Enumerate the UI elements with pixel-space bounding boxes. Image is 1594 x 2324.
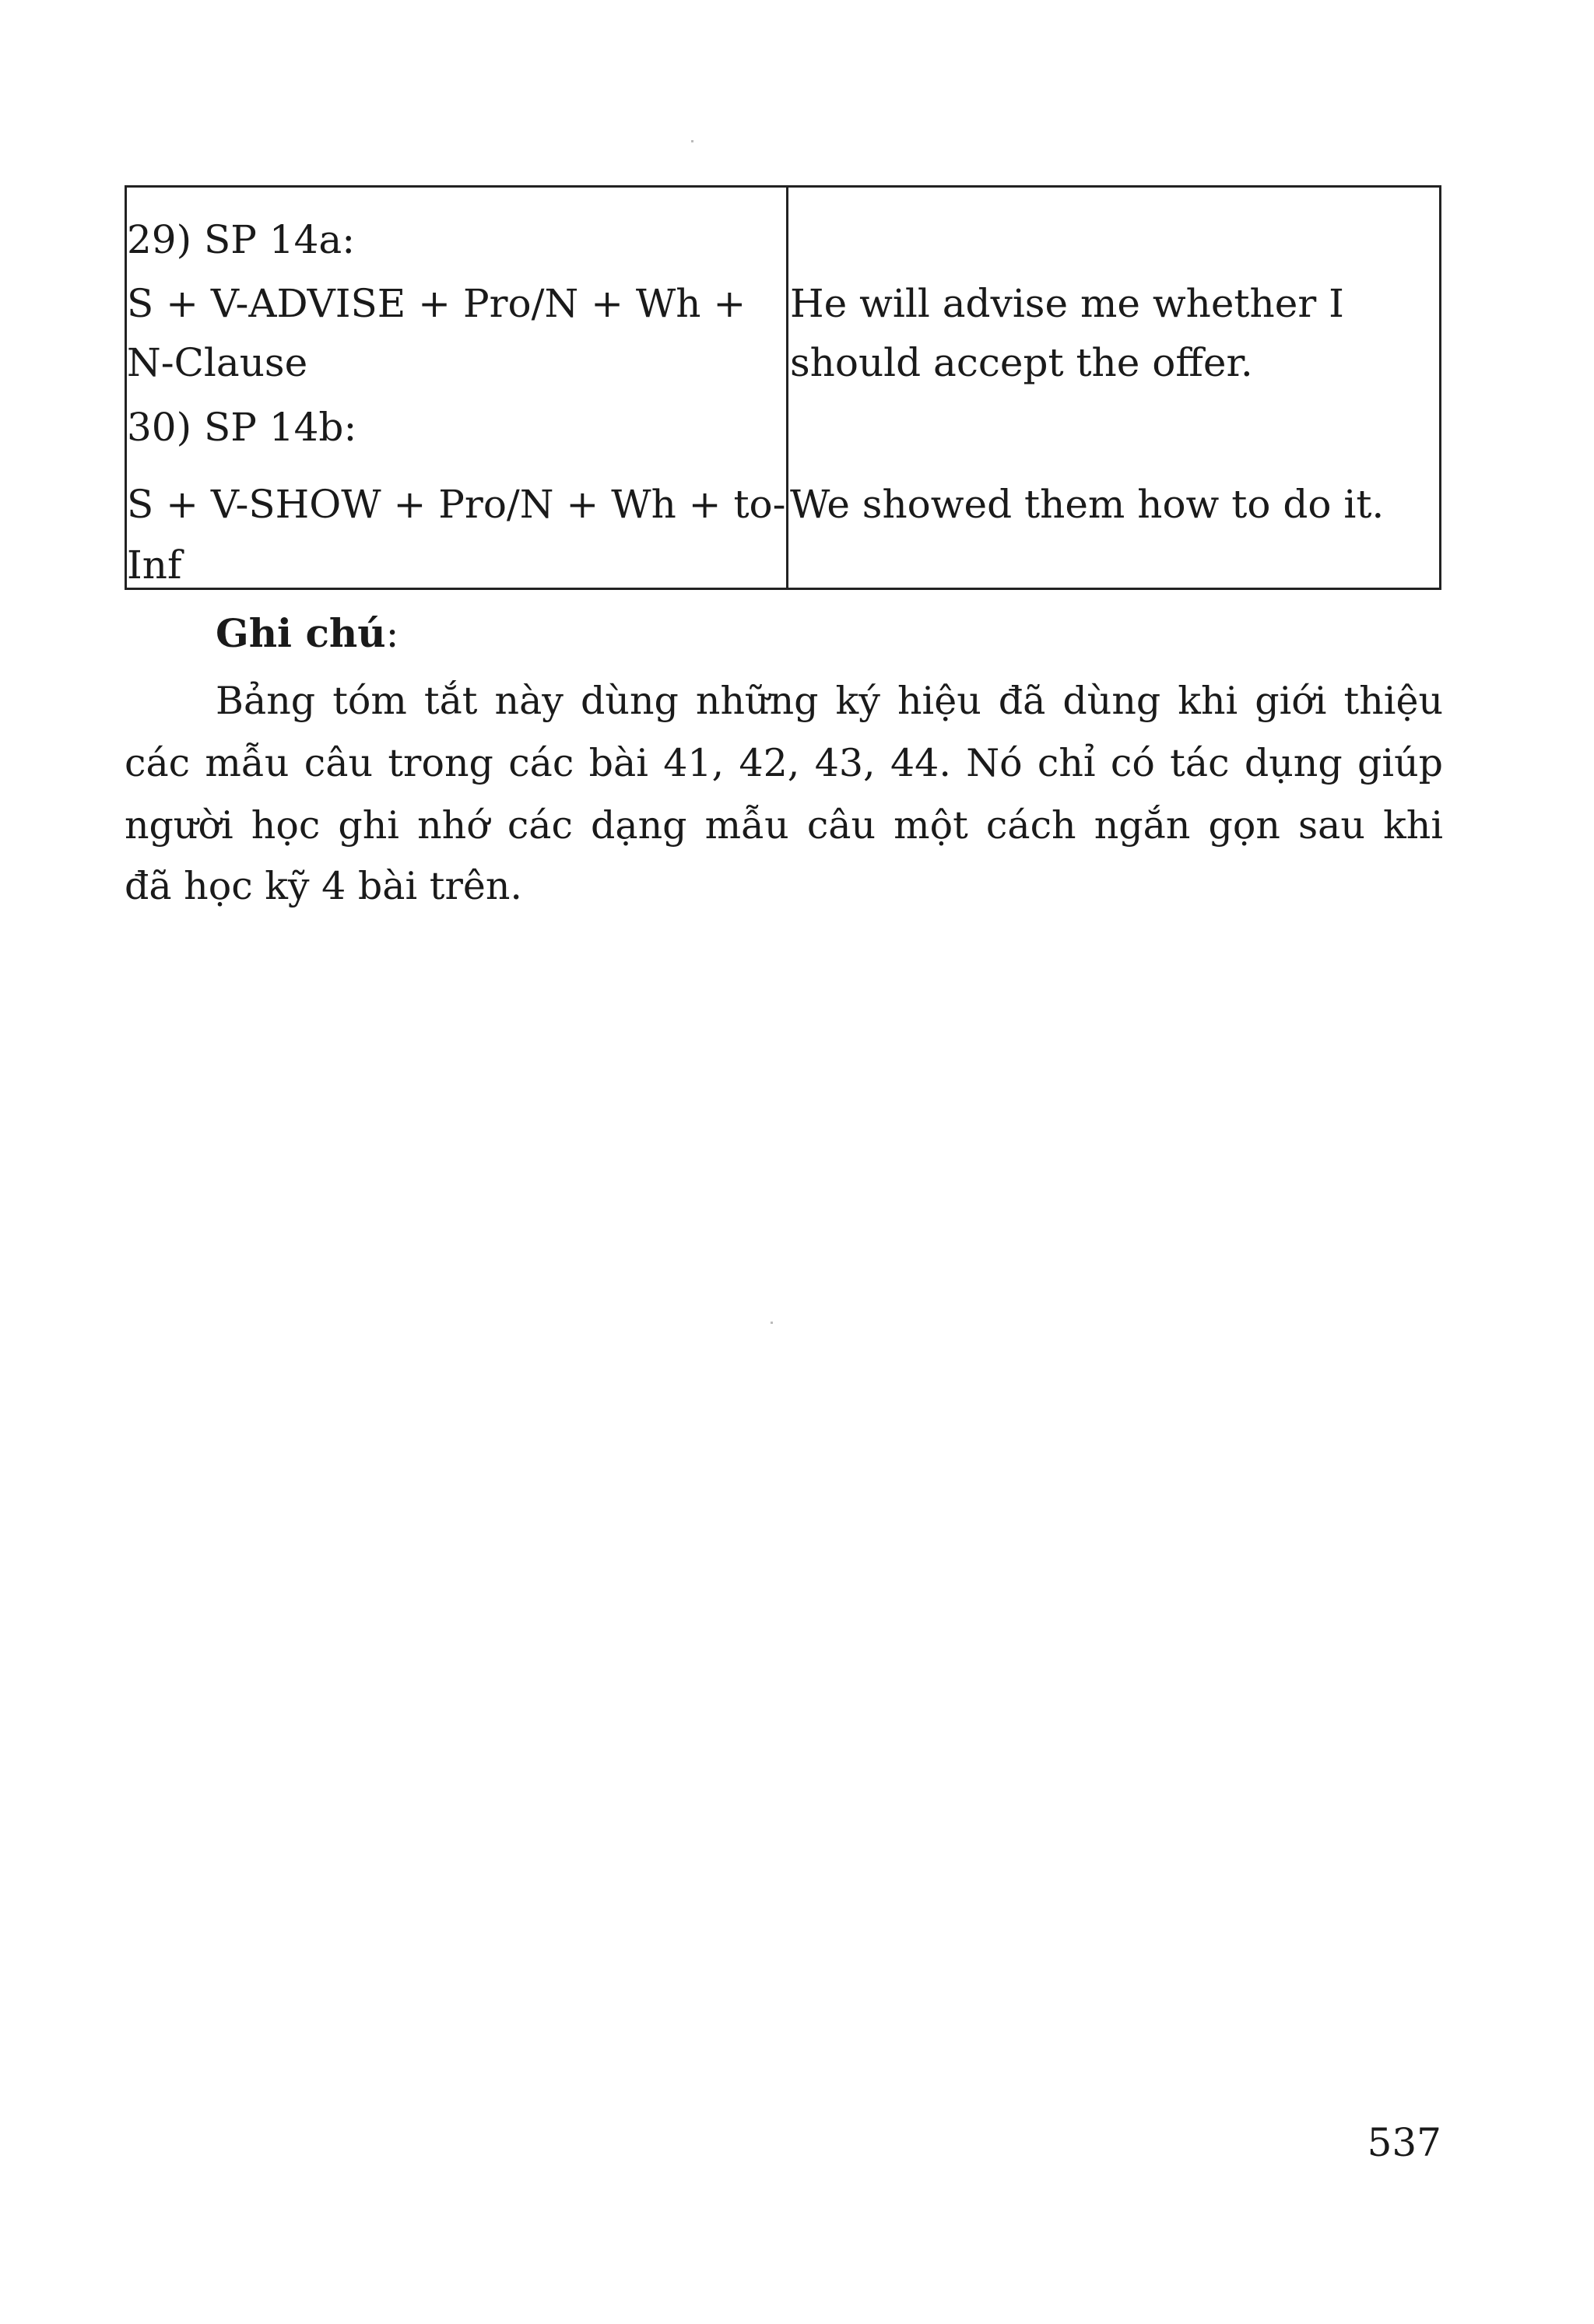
note-heading: [216, 610, 398, 656]
example-sentence-continued: should accept the offer.: [790, 340, 1253, 385]
scan-speck: [771, 1322, 773, 1324]
example-sentence: He will advise me whether I: [790, 281, 1344, 326]
pattern-formula-continued: N-Clause: [127, 340, 308, 385]
example-sentence: We showed them how to do it.: [790, 482, 1385, 527]
pattern-number: 30) SP 14b:: [127, 405, 357, 450]
note-paragraph-line: Bảng tóm tắt này dùng những ký hiệu đã dùng khi giới thiệu: [216, 679, 1443, 723]
note-paragraph-line: các mẫu câu trong các bài 41, 42, 43, 44. Nó chỉ có tác dụng giúp: [125, 741, 1443, 785]
note-heading-colon: :: [385, 611, 399, 656]
note-paragraph-line: người học ghi nhớ các dạng mẫu câu một cách ngắn gọn sau khi: [125, 803, 1443, 848]
page-number: 537: [1367, 2120, 1441, 2165]
note-heading-text: Ghi chú: [216, 610, 386, 656]
note-paragraph-line: đã học kỹ 4 bài trên.: [125, 864, 523, 908]
pattern-formula: S + V-SHOW + Pro/N + Wh + to-: [127, 482, 786, 527]
scan-speck: [691, 140, 693, 142]
pattern-formula-continued: Inf: [127, 542, 182, 588]
example-column: [788, 188, 1439, 588]
sentence-pattern-table: [125, 185, 1441, 590]
pattern-column: [127, 188, 788, 588]
pattern-number: 29) SP 14a:: [127, 217, 356, 262]
pattern-formula: S + V-ADVISE + Pro/N + Wh +: [127, 281, 746, 326]
